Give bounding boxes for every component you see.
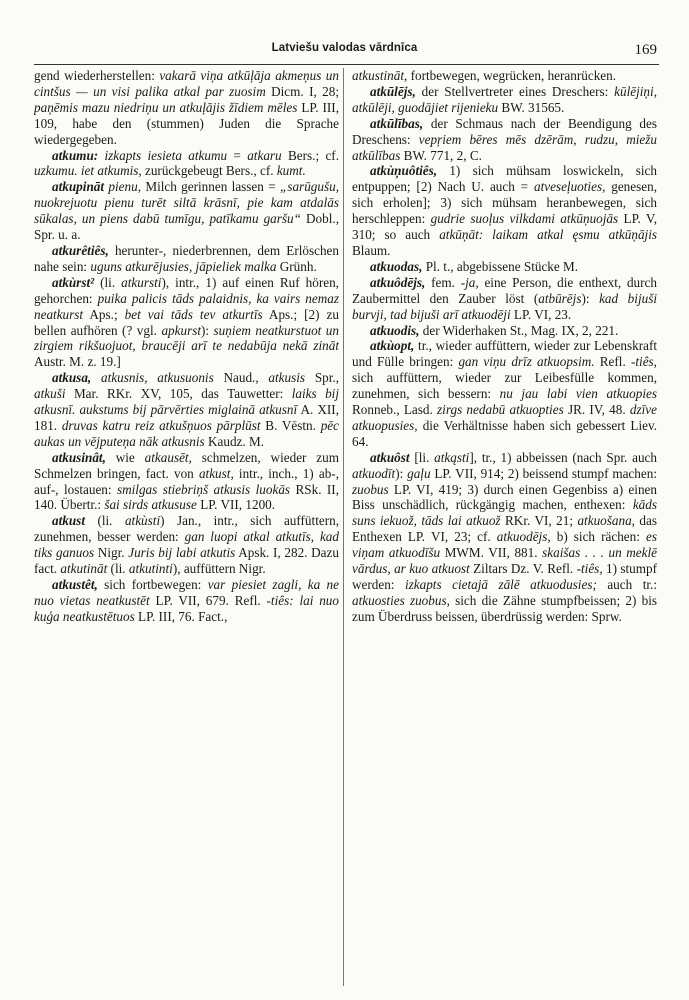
example-text: druvas katru reiz atkušņuos pārplūst: [61, 417, 261, 433]
example-text: atkuosties zuobus,: [352, 592, 450, 608]
example-text: zuobus: [352, 481, 389, 497]
headword: atkùņuôtiês,: [370, 163, 438, 179]
gloss-text: der Widerhaken St., Mag. IX, 2, 221.: [419, 322, 619, 338]
example-text: „sarūgušu, nuokrejuotu pienu turēt siltā krāsnī, pie kam atdalās sūkalas, un piens dabū tumīgu, patīkamu garšu“: [34, 179, 339, 227]
gloss-text: Kaudz. M.: [204, 433, 265, 449]
right-column: [352, 68, 657, 986]
example-text: puika palicis tāds palaidnis, ka vairs nemaz neatkurst: [34, 290, 339, 322]
dictionary-entry: [34, 68, 339, 148]
example-text: kūlējiņi, atkūlēji, guodājiet rijenieku: [352, 83, 657, 115]
headword: atkùrst²: [52, 274, 95, 290]
example-text: dzīve atkuopusies,: [352, 402, 657, 433]
gloss-text: RKr. VI, 21;: [500, 513, 578, 529]
gloss-text: BW. 31565.: [498, 99, 565, 115]
gloss-text: Aps.; [2) zu bellen aufhören (? vgl.: [34, 306, 339, 338]
gloss-text: Ziltars Dz. V. Refl.: [469, 561, 577, 577]
example-text: -tiês: lai nuo kuģa neatkustētuos: [34, 592, 339, 624]
header-rule: [34, 64, 659, 65]
gloss-text: (li.: [107, 561, 129, 577]
example-text: kumt.: [276, 163, 306, 179]
headword: atkustêt,: [52, 577, 98, 592]
example-text: kāds suns iekuož, tāds lai atkuož: [352, 497, 657, 529]
example-text: bet vai tāds tev atkurtīs: [124, 306, 263, 322]
headword: atkuodis,: [370, 322, 420, 338]
gloss-text: ):: [201, 322, 214, 338]
gloss-text: Naud.,: [213, 370, 269, 386]
gloss-text: [91, 370, 101, 385]
dictionary-entry: [352, 84, 657, 116]
gloss-text: B. Vēstn.: [260, 417, 321, 433]
gloss-text: auch tr.:: [596, 577, 657, 592]
gloss-text: (li.: [94, 274, 122, 290]
headword: atkuodas,: [370, 258, 423, 274]
dictionary-entry: [352, 68, 657, 84]
gloss-text: A. XII, 181.: [34, 402, 339, 433]
example-text: šai sirds atkususe: [104, 497, 197, 513]
dictionary-entry: [34, 577, 339, 625]
example-text: gan luopi atkal atkutīs, kad tiks ganuos: [34, 529, 339, 561]
gloss-text: LP. VII, 679. Refl.: [149, 592, 267, 608]
example-text: atkuodējs,: [496, 529, 551, 545]
example-text: izkapts cietajā zālē atkuodusies;: [404, 577, 597, 592]
gloss-text: ), intr., 1) auf einen Ruf hören, gehorchen:: [34, 274, 339, 306]
gloss-text: BW. 771, 2, C.: [400, 147, 482, 163]
example-text: -tiês,: [576, 561, 603, 577]
example-text: atkūņāt: laikam atkal ęsmu atkūņājis: [439, 227, 657, 243]
gloss-text: sich die Zähne stumpfbeissen; 2) bis zum Überdruss beissen, überdrüssig werden: Sprw.: [352, 592, 657, 624]
example-text: Juris bij labi atkutis: [128, 545, 236, 561]
gloss-text: Dobl., Spr. u. a.: [34, 211, 339, 243]
headword: atkuôst: [370, 449, 410, 465]
gloss-text: =: [227, 147, 248, 163]
example-text: atkuošana,: [577, 513, 635, 529]
dictionary-entry: [352, 163, 657, 258]
example-text: atkuši: [34, 386, 66, 402]
example-text: atkursti: [121, 274, 162, 290]
example-text: pēc aukas un vējputeņa nāk atkusnis: [34, 417, 339, 449]
gloss-text: Apsk. I, 282. Dazu fact.: [34, 545, 339, 577]
gloss-text: (li.: [84, 513, 125, 529]
example-text: -ja,: [460, 274, 479, 290]
gloss-text: RSk. II, 140. Übertr.:: [34, 481, 339, 513]
dictionary-entry: [352, 323, 657, 339]
example-text: atkusnis, atkusuonis: [101, 370, 214, 386]
gloss-text: JR. IV, 48.: [563, 402, 630, 418]
headword: atkurêtiês,: [52, 242, 109, 258]
gloss-text: eine Person, die enthext, durch Zaubermittel den Zauber löst (: [352, 274, 657, 306]
gloss-text: ):: [395, 465, 408, 481]
gloss-text: Mar. RKr. XV, 105, das Tauwetter:: [65, 386, 292, 402]
headword: atkusinât,: [52, 449, 106, 465]
example-text: pienu,: [108, 179, 141, 195]
gloss-text: ):: [581, 290, 600, 306]
headword: atkūlējs,: [370, 83, 416, 99]
gloss-text: Ronneb., Lasd.: [352, 402, 438, 418]
example-text: atkutinti: [128, 561, 173, 577]
dictionary-entry: [352, 275, 657, 323]
gloss-text: LP. VII, 914; 2) beissend stumpf machen:: [430, 465, 657, 481]
example-text: paņēmis mazu niedriņu un atkuļājis žīdiem mēles: [34, 99, 298, 115]
gloss-text: 1) stumpf werden:: [352, 561, 657, 592]
example-text: -tiês,: [630, 354, 657, 370]
dictionary-entry: [34, 275, 339, 370]
gloss-text: herunter-, niederbrennen, dem Erlöschen nahe sein:: [34, 242, 339, 274]
headword: atkumu:: [52, 147, 99, 163]
gloss-text: zurückgebeugt Bers., cf.: [141, 163, 277, 179]
left-column: [34, 68, 339, 986]
example-text: apkurst: [161, 322, 201, 338]
gloss-text: die Verhältnisse haben sich gebessert Liev. 64.: [352, 417, 657, 449]
gloss-text: gend wiederherstellen:: [34, 68, 160, 83]
gloss-text: Refl.: [594, 354, 631, 370]
gloss-text: [li.: [409, 449, 435, 465]
example-text: atkaru: [247, 147, 282, 163]
headword: atkuôdējs,: [370, 274, 426, 290]
page-number: 169: [634, 42, 657, 58]
dictionary-entry: [34, 450, 339, 514]
example-text: atkùsti: [124, 513, 161, 529]
dictionary-entry: [352, 116, 657, 164]
example-text: atkąsti: [434, 449, 470, 465]
gloss-text: Grünh.: [276, 258, 317, 274]
example-text: atbūrējs: [538, 290, 582, 306]
dictionary-entry: [34, 370, 339, 450]
dictionary-entry: [34, 179, 339, 243]
gloss-text: LP. VI, 23.: [510, 306, 572, 322]
example-text: skaišas . . . un meklē vārdus, ar kuo atkuost: [352, 545, 657, 577]
gloss-text: tr., wieder auffüttern, wieder zur Lebenskraft und Fülle bringen:: [352, 338, 657, 370]
gloss-text: 1) sich mühsam loswickeln, sich entpuppen; [2) Nach U. auch =: [352, 163, 657, 195]
example-text: uguns atkurējusies, jāpieliek malka: [90, 258, 277, 274]
gloss-text: Spr.,: [305, 370, 339, 386]
gloss-text: intr., inch., 1) ab-, auf-, lostauen:: [34, 465, 339, 497]
gloss-text: LP. III, 76. Fact.,: [134, 608, 228, 624]
example-text: atkuodīt: [352, 465, 396, 481]
dictionary-entry: [34, 148, 339, 180]
gloss-text: der Schmaus nach der Beendigung des Dreschens:: [352, 115, 657, 147]
example-text: suņiem neatkurstuot un zirgiem rikšuojuot, braucēji arī te nedabūja nekā zināt: [34, 322, 339, 354]
gloss-text: Aps.;: [83, 306, 125, 322]
example-text: vepŗiem bēres mēs dzērām, rudzu, miežu atkūlības: [352, 131, 657, 163]
example-text: smilgas stiebriņš atkusis luokās: [116, 481, 291, 497]
gloss-text: ], tr., 1) abbeissen (nach Spr. auch: [469, 449, 657, 465]
gloss-text: LP. VII, 1200.: [196, 497, 276, 513]
example-text: nu jau labi vien atkuopies: [499, 386, 657, 402]
gloss-text: LP. III, 109, habe den (stummen) Juden die Sprache wiedergegeben.: [34, 99, 339, 147]
example-text: uzkumu. iet atkumis,: [34, 163, 142, 179]
gloss-text: Milch gerinnen lassen =: [141, 179, 280, 195]
example-text: es viņam atkuodīšu: [352, 529, 657, 561]
dictionary-entry: [352, 450, 657, 625]
example-text: atkustināt,: [352, 68, 408, 83]
example-text: gan viņu drīz atkuopsim.: [458, 354, 595, 370]
example-text: kad bijuši burvji, tad bijuši arī atkuodēji: [352, 290, 657, 322]
running-head: Latviešu valodas vārdnīca: [271, 42, 418, 54]
gloss-text: das Enthexen LP. VI, 23; cf.: [352, 513, 657, 545]
gloss-text: Austr. M. z. 19.]: [34, 354, 121, 370]
gloss-text: ), auffüttern Nigr.: [172, 561, 266, 577]
gloss-text: Nigr.: [94, 545, 129, 561]
example-text: zirgs nedabū atkuopties: [437, 402, 564, 418]
gloss-text: wie: [105, 449, 145, 465]
dictionary-entry: [352, 259, 657, 275]
headword: atkūlības,: [370, 115, 424, 131]
page-header: [30, 22, 659, 58]
headword: atkùopt,: [370, 338, 415, 354]
example-text: var piesiet zagli, ka ne nuo vietas neatkustēt: [34, 577, 339, 608]
example-text: atkust,: [198, 465, 234, 481]
example-text: gudrie suoļus vilkdami atkūņuojās: [430, 211, 619, 227]
example-text: vakarā viņa atkūļāja akmeņus un cintšus — un visi palika atkal par zuosim: [34, 68, 339, 99]
gloss-text: b) sich rächen:: [550, 529, 646, 545]
dictionary-entry: [352, 338, 657, 449]
gloss-text: LP. V, 310; so auch: [352, 211, 657, 243]
column-divider: [343, 68, 344, 986]
dictionary-entry: [34, 513, 339, 577]
gloss-text: der Stellvertreter eines Dreschers:: [415, 83, 615, 99]
headword: atkust: [52, 513, 85, 529]
gloss-text: sich auffüttern, wieder zur Leibesfülle kommen, zunehmen, sich bessern:: [352, 370, 657, 402]
gloss-text: Bers.; cf.: [281, 147, 339, 163]
gloss-text: Dicm. I, 28;: [265, 83, 339, 99]
headword: atkusa,: [52, 370, 92, 386]
gloss-text: fem.: [425, 274, 461, 290]
gloss-text: schmelzen, wieder zum Schmelzen bringen, fact. von: [34, 449, 339, 481]
gloss-text: ) Jan., intr., sich auffüttern, zunehmen, besser werden:: [34, 513, 339, 545]
example-text: gaļu: [407, 465, 431, 481]
example-text: laiks bij atkusnī. aukstums bij pārvērties miglainā atkusnī: [34, 386, 339, 418]
dictionary-entry: [34, 243, 339, 275]
gloss-text: Pl. t., abgebissene Stücke M.: [422, 258, 579, 274]
gloss-text: sich fortbewegen:: [97, 577, 208, 592]
gloss-text: Blaum.: [352, 242, 391, 258]
gloss-text: MWM. VII, 881.: [440, 545, 543, 561]
gloss-text: LP. VI, 419; 3) durch einen Gegenbiss a) einen Biss unschädlich, rückgängig machen, enthexen:: [352, 481, 657, 513]
example-text: atkusis: [268, 370, 306, 386]
example-text: izkapts iesieta atkumu: [104, 147, 228, 163]
headword: atkupināt: [52, 179, 105, 195]
example-text: atkausēt,: [144, 449, 192, 465]
gloss-text: fortbewegen, wegrücken, heranrücken.: [407, 68, 617, 83]
example-text: atkutināt: [60, 561, 108, 577]
gloss-text: genesen, sich erholen]; 3) sich mühsam heranbewegen, sich herschleppen:: [352, 179, 657, 227]
example-text: atveseļuoties,: [533, 179, 606, 195]
